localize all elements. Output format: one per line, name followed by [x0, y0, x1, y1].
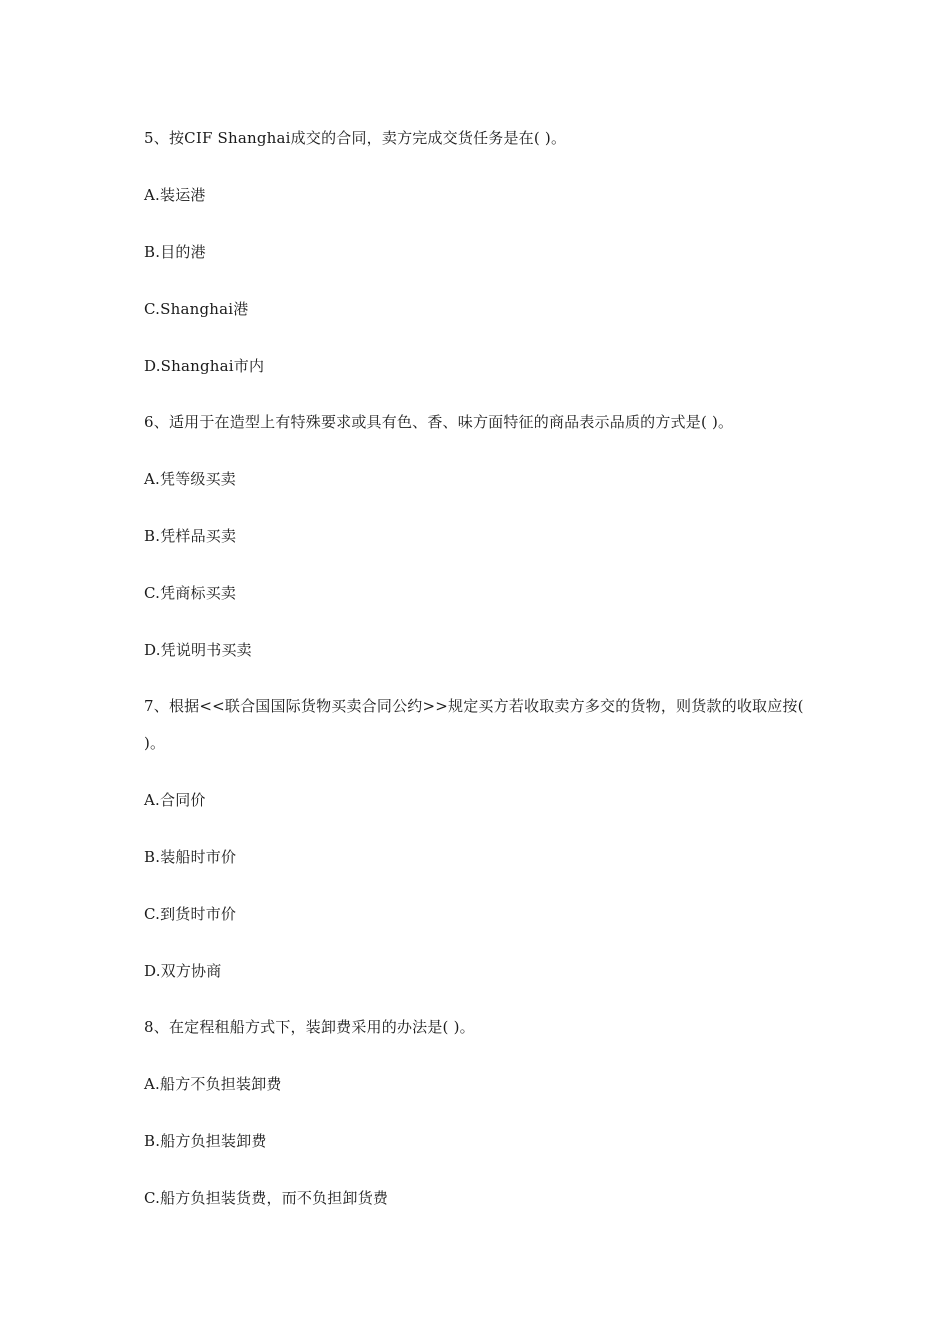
question-8-option-c: C.船方负担装货费，而不负担卸货费: [144, 1189, 389, 1207]
question-5-option-b: B.目的港: [144, 243, 206, 261]
question-5-option-c: C.Shanghai港: [144, 300, 249, 318]
question-5-option-d: D.Shanghai市内: [144, 357, 265, 375]
question-8-option-a: A.船方不负担装卸费: [144, 1075, 282, 1093]
question-7-stem: 7、根据<<联合国国际货物买卖合同公约>>规定买方若收取卖方多交的货物，则货款的收取应按( )。: [144, 697, 804, 752]
question-6-option-b: B.凭样品买卖: [144, 527, 237, 545]
question-6-option-c: C.凭商标买卖: [144, 584, 237, 602]
question-6-option-d: D.凭说明书买卖: [144, 641, 252, 659]
question-7-option-c: C.到货时市价: [144, 905, 237, 923]
question-7-option-d: D.双方协商: [144, 962, 222, 980]
question-6-stem: 6、适用于在造型上有特殊要求或具有色、香、味方面特征的商品表示品质的方式是( )。: [144, 413, 734, 431]
question-7-option-a: A.合同价: [144, 791, 206, 809]
question-5-stem: 5、按CIF Shanghai成交的合同，卖方完成交货任务是在( )。: [144, 129, 567, 147]
question-8-stem: 8、在定程租船方式下，装卸费采用的办法是( )。: [144, 1018, 475, 1036]
question-5-option-a: A.装运港: [144, 186, 206, 204]
question-6-option-a: A.凭等级买卖: [144, 470, 237, 488]
question-7-option-b: B.装船时市价: [144, 848, 237, 866]
question-8-option-b: B.船方负担装卸费: [144, 1132, 267, 1150]
